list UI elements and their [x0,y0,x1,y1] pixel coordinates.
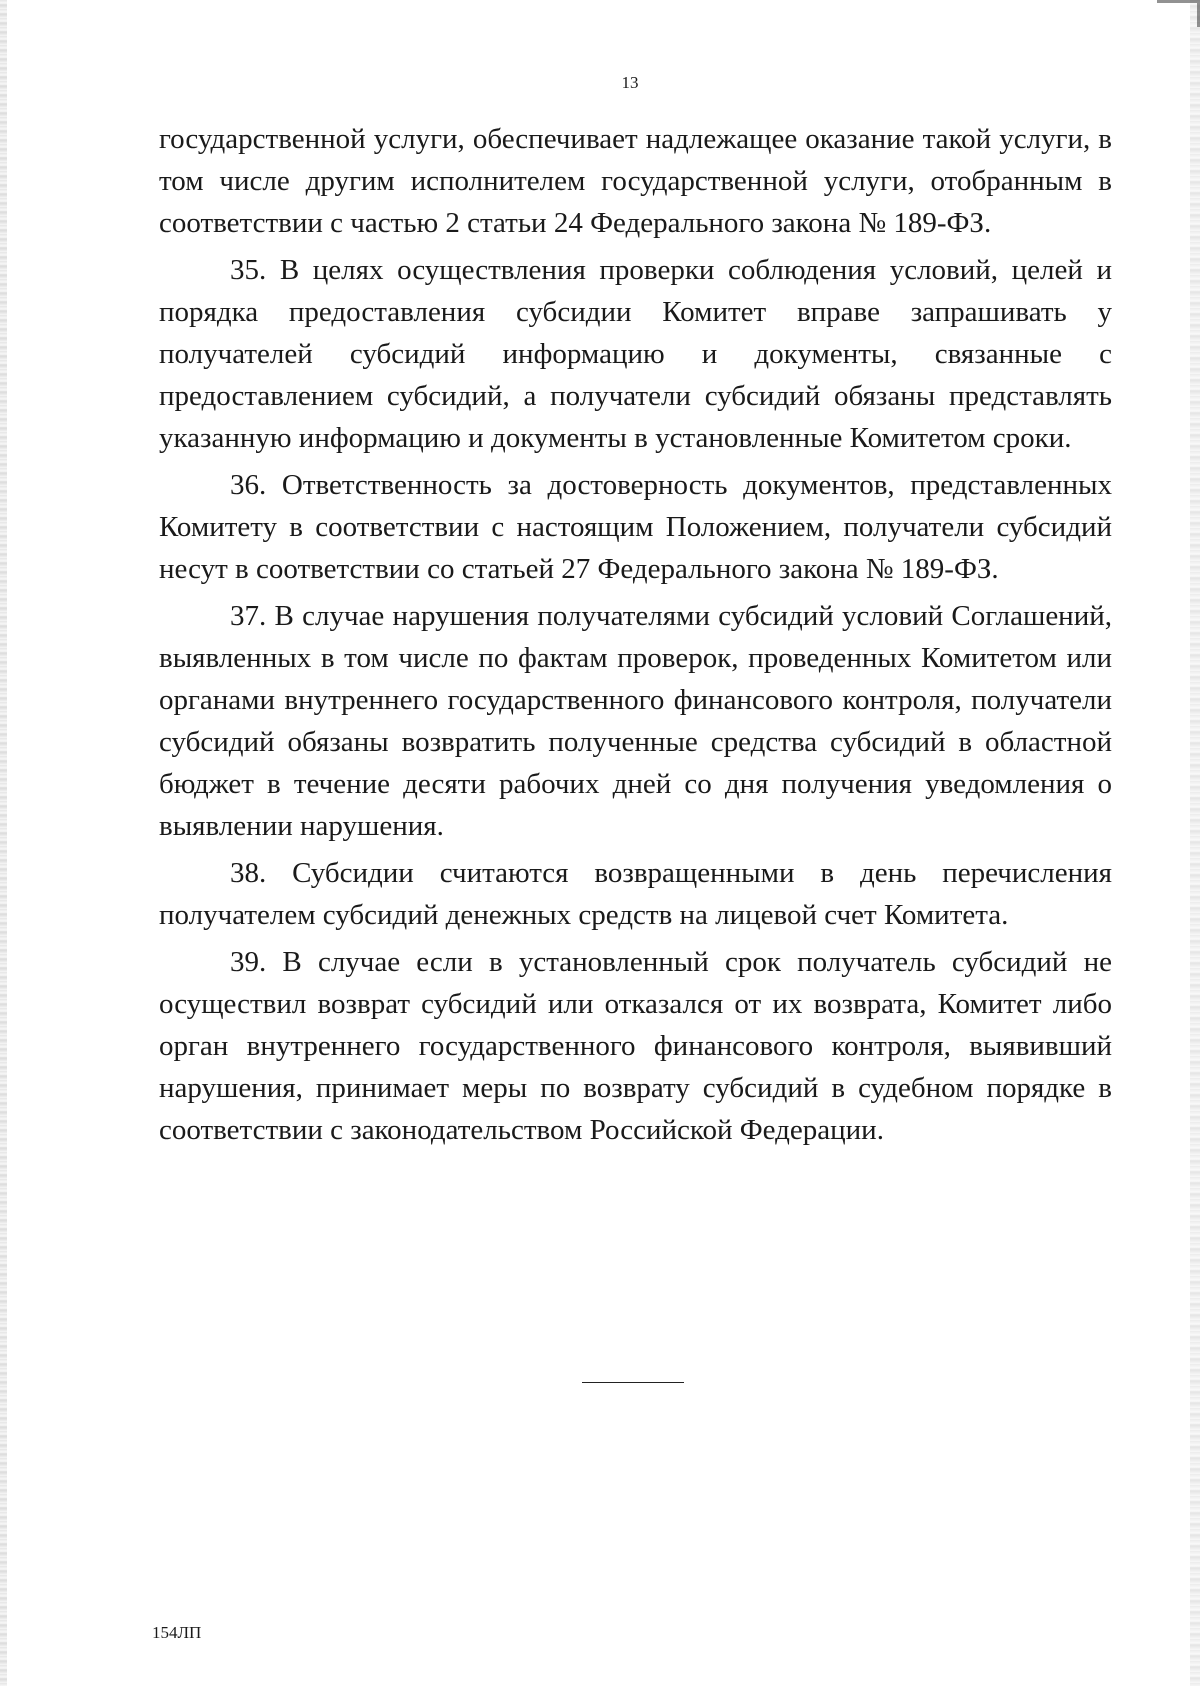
paragraph-36: 36. Ответственность за достоверность документов, представленных Комитету в соответствии с настоящим Положением, получатели субсидий несут в соответствии со статьей 27 Федерального закона № 189-ФЗ. [159,469,1112,585]
paragraph-39: 39. В случае если в установленный срок получатель субсидий не осуществил возврат субсидий или отказался от их возврата, Комитет либо орган внутреннего государственного финансового контроля, выявивший нарушения, принимает меры по возврату субсидий в судебном порядке в соответствии с законодательством Российской Федерации. [159,946,1112,1146]
page-number: 13 [621,73,639,92]
end-of-text-rule [582,1382,684,1383]
document-body [159,118,1112,1156]
paragraph-37: 37. В случае нарушения получателями субсидий условий Соглашений, выявленных в том числе по фактам проверок, проведенных Комитетом или органами внутреннего государственного финансового контроля, получатели субсидий обязаны возвратить полученные средства субсидий в областной бюджет в течение десяти рабочих дней со дня получения уведомления о выявлении нарушения. [159,600,1112,842]
paragraph-continuation: государственной услуги, обеспечивает надлежащее оказание такой услуги, в том числе другим исполнителем государственной услуги, отобранным в соответствии с частью 2 статьи 24 Федерального закона № 189-ФЗ. [159,123,1112,239]
scan-edge-left [0,0,7,1686]
paragraph-38: 38. Субсидии считаются возвращенными в день перечисления получателем субсидий денежных средств на лицевой счет Комитета. [159,857,1112,931]
scan-corner-mark [1157,0,1200,27]
document-code: 154ЛП [152,1623,202,1642]
paragraph-35: 35. В целях осуществления проверки соблюдения условий, целей и порядка предоставления субсидии Комитет вправе запрашивать у получателей субсидий информацию и документы, связанные с предоставлением субсидий, а получатели субсидий обязаны представлять указанную информацию и документы в установленные Комитетом сроки. [159,254,1112,454]
scan-edge-right [1190,0,1200,1686]
